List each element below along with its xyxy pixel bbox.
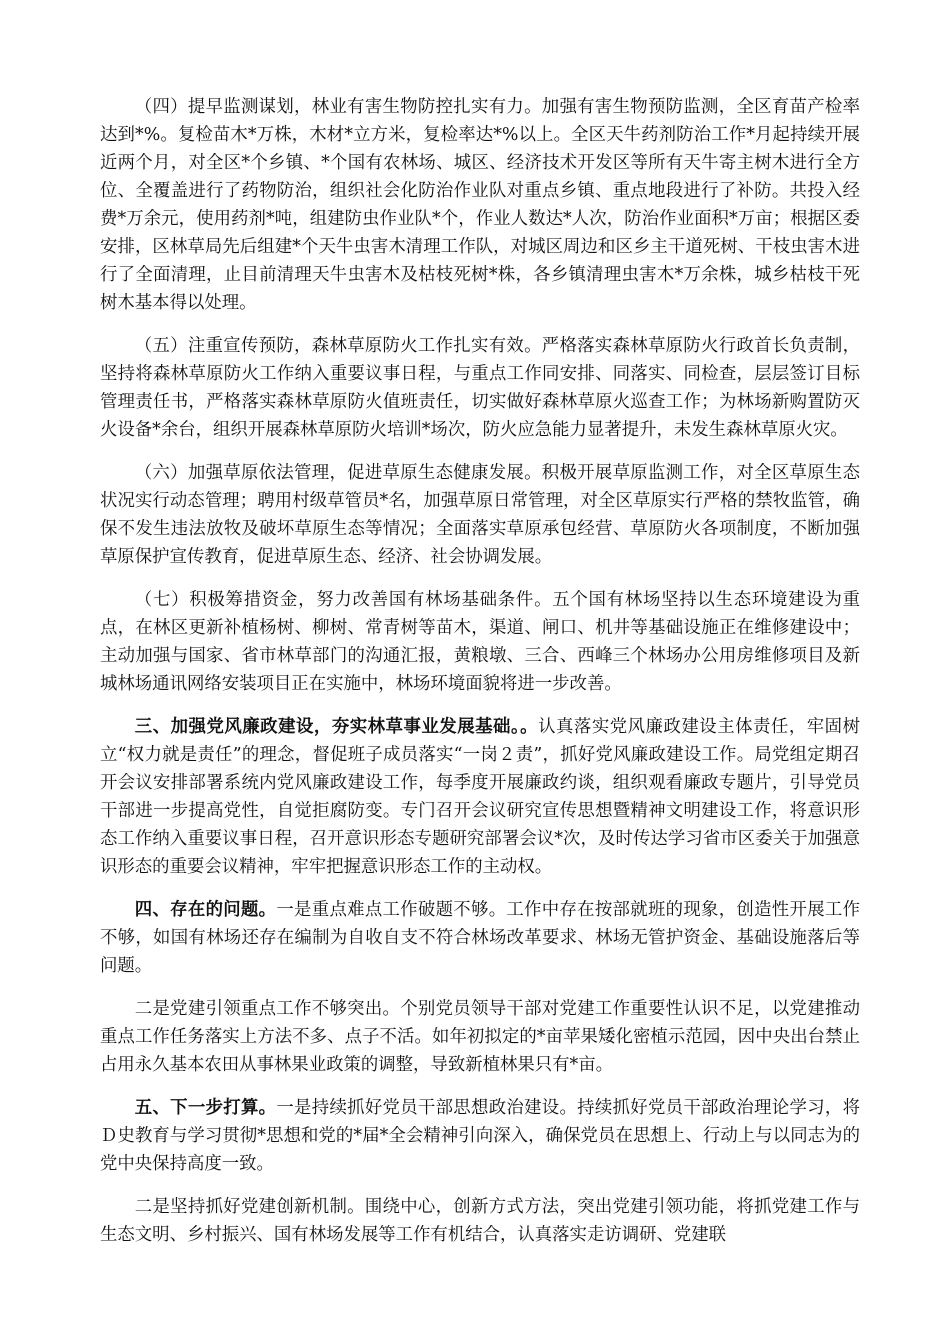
paragraph-fire-prevention — [100, 332, 860, 444]
paragraph-innovation-mechanism — [100, 1193, 860, 1249]
paragraph-text: （七）积极筹措资金，努力改善国有林场基础条件。五个国有林场坚持以生态环境建设为重点，在林区更新补植杨树、柳树、常青树等苗木，渠道、闸口、机井等基础设施正在维修建设中；主动加强与国家、省市林草部门的沟通汇报，黄粮墩、三合、西峰三个林场办公用房维修项目及新城林场通讯网络安装项目正在实施中，林场环境面貌将进一步改善。 — [100, 590, 860, 694]
paragraph-text: 二是坚持抓好党建创新机制。围绕中心，创新方式方法，突出党建引领功能，将抓党建工作与生态文明、乡村振兴、国有林场发展等工作有机结合，认真落实走访调研、党建联 — [100, 1197, 860, 1245]
paragraph-pest-control — [100, 93, 860, 317]
paragraph-text: （六）加强草原依法管理，促进草原生态健康发展。积极开展草原监测工作，对全区草原生态状况实行动态管理；聘用村级草管员*名，加强草原日常管理，对全区草原实行严格的禁牧监管，确保不发生违法放牧及破坏草原生态等情况；全面落实草原承包经营、草原防火各项制度，不断加强草原保护宣传教育，促进草原生态、经济、社会协调发展。 — [100, 463, 860, 567]
paragraph-text: 二是党建引领重点工作不够突出。个别党员领导干部对党建工作重要性认识不足，以党建推动重点工作任务落实上方法不多、点子不活。如年初拟定的*亩苹果矮化密植示范园，因中央出台禁止占用永久基本农田从事林果业政策的调整，导致新植林果只有*亩。 — [100, 999, 860, 1075]
paragraph-text: （五）注重宣传预防，森林草原防火工作扎实有效。严格落实森林草原防火行政首长负责制，坚持将森林草原防火工作纳入重要议事日程，与重点工作同安排、同落实、同检查，层层签订目标管理责任书，严格落实森林草原防火值班责任，切实做好森林草原火巡查工作；为林场新购置防灭火设备*余台，组织开展森林草原防火培训*场次，防火应急能力显著提升，未发生森林草原火灾。 — [100, 336, 860, 440]
document-page — [100, 93, 860, 1264]
paragraph-forest-farm-funding — [100, 586, 860, 698]
section-text: 一是持续抓好党员干部思想政治建设。持续抓好党员干部政治理论学习，将Ｄ史教育与学习贯彻*思想和党的*届*全会精神引向深入，确保党员在思想上、行动上与以同志为的党中央保持高度一致。 — [100, 1098, 860, 1174]
section-integrity-building — [100, 713, 860, 881]
paragraph-grassland-management — [100, 459, 860, 571]
section-heading: 三、加强党风廉政建设，夯实林草事业发展基础。。 — [134, 717, 539, 737]
section-heading: 四、存在的问题。 — [134, 900, 277, 920]
paragraph-text: （四）提早监测谋划，林业有害生物防控扎实有力。加强有害生物预防监测，全区育苗产检率达到*%。复检苗木*万株，木材*立方米，复检率达*%以上。全区天牛药剂防治工作*月起持续开展近两个月，对全区*个乡镇、*个国有农林场、城区、经济技术开发区等所有天牛寄主树木进行全方位、全覆盖进行了药物防治，组织社会化防治作业队对重点乡镇、重点地段进行了补防。共投入经费*万余元，使用药剂*吨，组建防虫作业队*个，作业人数达*人次，防治作业面积*万亩；根据区委安排，区林草局先后组建*个天牛虫害木清理工作队，对城区周边和区乡主干道死树、干枝虫害木进行了全面清理，止目前清理天牛虫害木及枯枝死树*株，各乡镇清理虫害木*万余株，城乡枯枝干死树木基本得以处理。 — [100, 97, 860, 313]
section-existing-problems — [100, 896, 860, 980]
section-next-steps — [100, 1094, 860, 1178]
section-text: 认真落实党风廉政建设主体责任，牢固树立“权力就是责任”的理念，督促班子成员落实“一岗２责”，抓好党风廉政建设工作。局党组定期召开会议安排部署系统内党风廉政建设工作，每季度开展廉政约谈，组织观看廉政专题片，引导党员干部进一步提高党性，自觉拒腐防变。专门召开会议研究宣传思想暨精神文明建设工作，将意识形态工作纳入重要议事日程，召开意识形态专题研究部署会议*次，及时传达学习省市区委关于加强意识形态的重要会议精神，牢牢把握意识形态工作的主动权。 — [100, 717, 860, 877]
section-heading: 五、下一步打算。 — [134, 1098, 277, 1118]
paragraph-party-leadership-issue — [100, 995, 860, 1079]
section-text: 一是重点难点工作破题不够。工作中存在按部就班的现象，创造性开展工作不够，如国有林场还存在编制为自收自支不符合林场改革要求、林场无管护资金、基础设施落后等问题。 — [100, 900, 860, 976]
